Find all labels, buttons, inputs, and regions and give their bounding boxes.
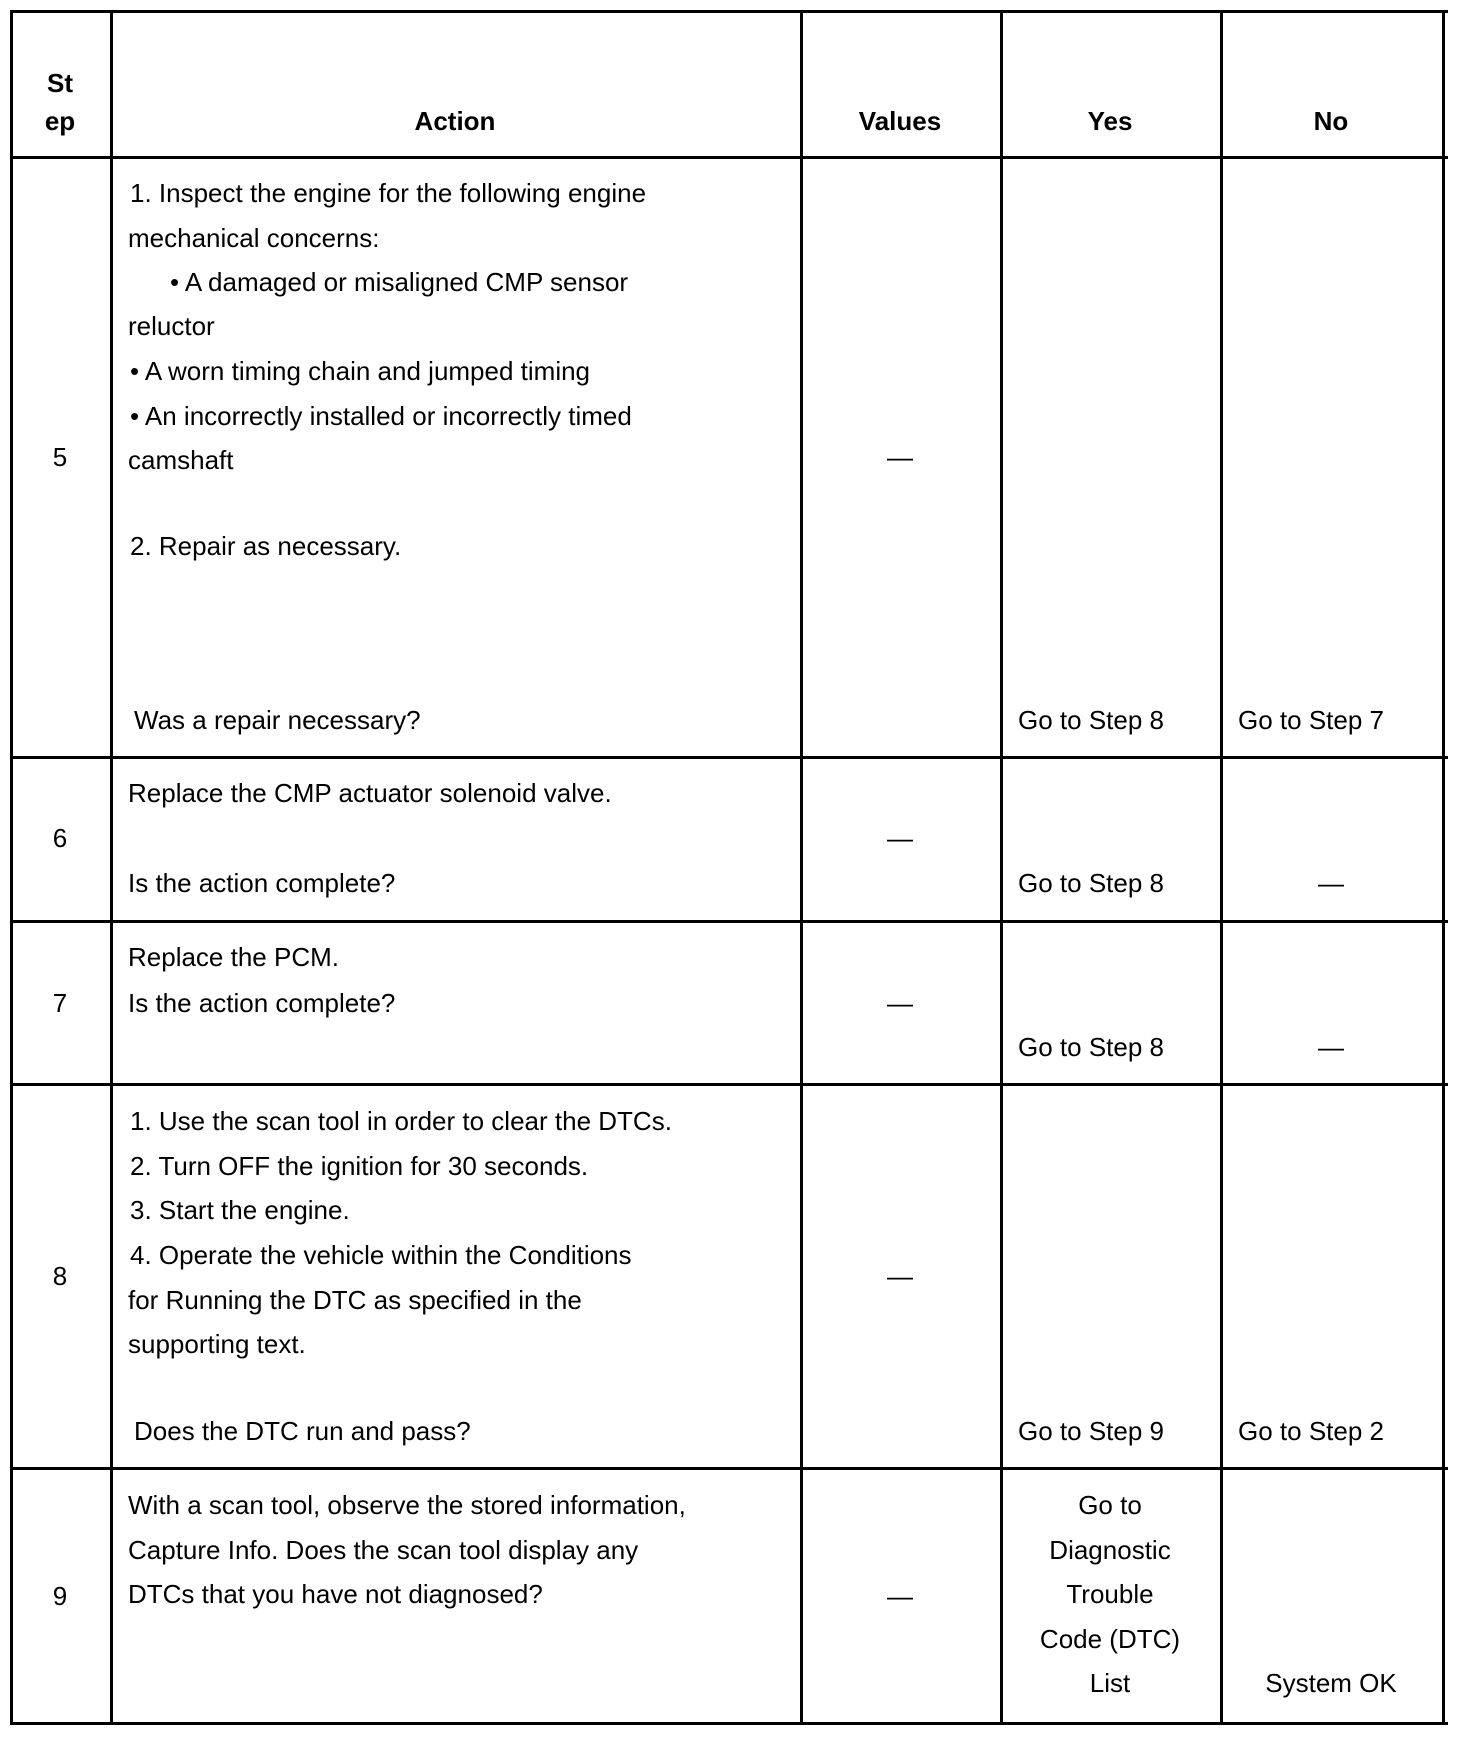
table-rule <box>10 1467 1448 1470</box>
action-text: • A damaged or misaligned CMP sensor <box>170 267 629 297</box>
header-step: ep <box>44 106 76 136</box>
action-text: 1. Use the scan tool in order to clear the DTCs. <box>130 1106 672 1136</box>
value-cell: — <box>887 1581 913 1611</box>
yes-cell: Go to Step 8 <box>1018 868 1164 898</box>
table-rule <box>110 10 113 1725</box>
table-rule <box>10 756 1448 759</box>
action-text: supporting text. <box>128 1329 306 1359</box>
header-no: No <box>1313 106 1349 136</box>
action-text: • A worn timing chain and jumped timing <box>130 356 591 386</box>
action-question: Does the DTC run and pass? <box>134 1416 471 1446</box>
yes-cell: List <box>1089 1668 1131 1698</box>
action-text: DTCs that you have not diagnosed? <box>128 1579 543 1609</box>
action-text: 3. Start the engine. <box>130 1195 350 1225</box>
table-rule <box>1000 10 1003 1725</box>
no-cell: System OK <box>1265 1668 1397 1698</box>
table-rule <box>10 10 1448 13</box>
action-text: Replace the PCM. <box>128 942 339 972</box>
action-text: • An incorrectly installed or incorrectly timed <box>130 401 632 431</box>
action-question: Is the action complete? <box>128 988 396 1018</box>
action-text: reluctor <box>128 311 215 341</box>
step-number: 7 <box>52 988 68 1018</box>
yes-cell: Diagnostic <box>1049 1535 1171 1565</box>
no-cell: Go to Step 2 <box>1238 1416 1384 1446</box>
value-cell: — <box>887 988 913 1018</box>
header-step: St <box>47 68 73 98</box>
action-text: camshaft <box>128 445 234 475</box>
yes-cell: Go to <box>1078 1490 1142 1520</box>
action-text: With a scan tool, observe the stored information, <box>128 1490 686 1520</box>
action-text: Capture Info. Does the scan tool display any <box>128 1535 639 1565</box>
action-text: 2. Turn OFF the ignition for 30 seconds. <box>130 1151 589 1181</box>
table-rule <box>800 10 803 1725</box>
action-text: 4. Operate the vehicle within the Conditions <box>130 1240 632 1270</box>
step-number: 9 <box>52 1581 68 1611</box>
no-cell: — <box>1318 868 1344 898</box>
header-action: Action <box>414 106 496 136</box>
table-rule <box>1442 10 1445 1725</box>
step-number: 6 <box>52 823 68 853</box>
table-rule <box>10 1722 1448 1725</box>
value-cell: — <box>887 823 913 853</box>
step-number: 8 <box>52 1261 68 1291</box>
yes-cell: Go to Step 8 <box>1018 1032 1164 1062</box>
yes-cell: Go to Step 9 <box>1018 1416 1164 1446</box>
header-values: Values <box>858 106 942 136</box>
diagnostic-table <box>10 10 1448 1728</box>
no-cell: Go to Step 7 <box>1238 705 1384 735</box>
action-text: 1. Inspect the engine for the following engine <box>130 178 647 208</box>
value-cell: — <box>887 1261 913 1291</box>
table-rule <box>10 1083 1448 1086</box>
action-text: 2. Repair as necessary. <box>130 531 402 561</box>
action-text: for Running the DTC as specified in the <box>128 1285 582 1315</box>
no-cell: — <box>1318 1032 1344 1062</box>
table-rule <box>10 156 1448 159</box>
step-number: 5 <box>52 442 68 472</box>
action-question: Is the action complete? <box>128 868 396 898</box>
action-question: Was a repair necessary? <box>134 705 421 735</box>
table-rule <box>10 920 1448 923</box>
header-yes: Yes <box>1087 106 1133 136</box>
action-text: Replace the CMP actuator solenoid valve. <box>128 778 612 808</box>
table-rule <box>10 10 13 1725</box>
value-cell: — <box>887 442 913 472</box>
yes-cell: Code (DTC) <box>1039 1624 1181 1654</box>
yes-cell: Trouble <box>1066 1579 1154 1609</box>
action-text: mechanical concerns: <box>128 223 380 253</box>
yes-cell: Go to Step 8 <box>1018 705 1164 735</box>
